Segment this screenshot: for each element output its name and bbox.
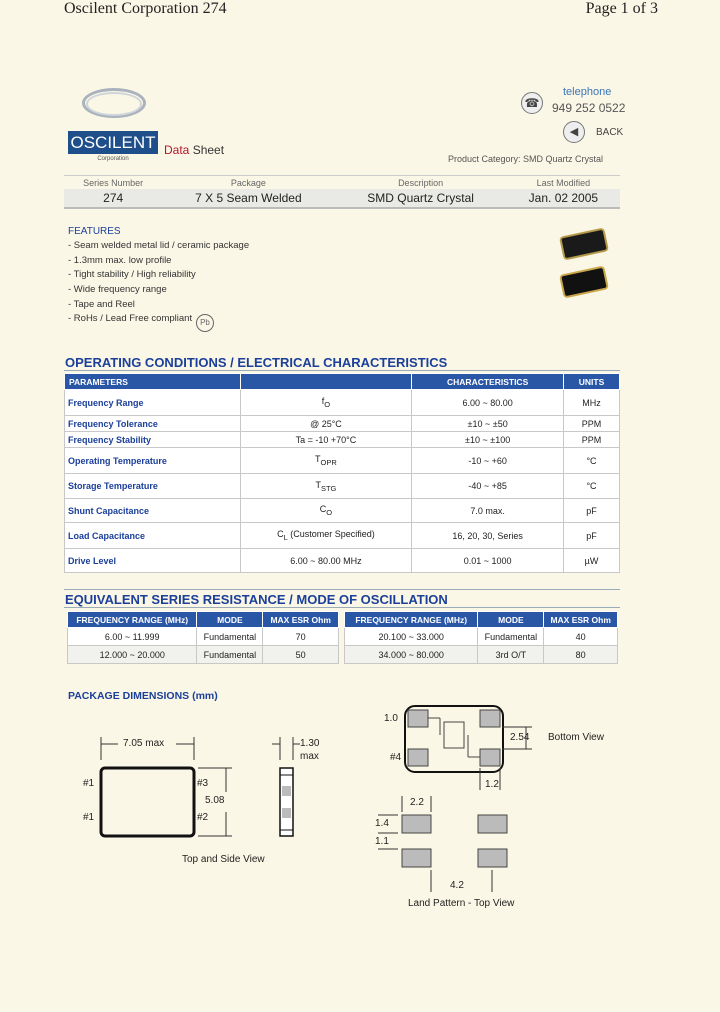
land-span-dimension: 4.2	[450, 880, 464, 891]
bottom-pad	[480, 749, 500, 766]
land-pattern-caption: Land Pattern - Top View	[408, 898, 515, 909]
param-value: -10 ~ +60	[412, 448, 564, 474]
param-name: Load Capacitance	[65, 523, 241, 549]
package-side-view	[280, 768, 293, 836]
feature-item: - 1.3mm max. low profile	[68, 254, 172, 266]
feature-item: - Tape and Reel	[68, 298, 135, 310]
param-name: Drive Level	[65, 549, 241, 573]
pin-label: #3	[197, 778, 209, 789]
summary-header-description: Description	[334, 176, 506, 190]
esr-mode: 3rd O/T	[478, 646, 544, 664]
param-condition: $f_O$	[240, 390, 412, 416]
esr-range: 20.100 ~ 33.000	[345, 628, 478, 646]
esr-value: 80	[544, 646, 618, 664]
esr-value: 50	[263, 646, 339, 664]
summary-modified: Jan. 02 2005	[507, 189, 620, 208]
param-name: Frequency Tolerance	[65, 416, 241, 432]
param-condition: 6.00 ~ 80.00 MHz	[240, 549, 412, 573]
land-pad	[478, 815, 507, 833]
param-value: 0.01 ~ 1000	[412, 549, 564, 573]
bottom-pad	[408, 749, 428, 766]
param-unit: °C	[564, 448, 620, 474]
bottom-dimension-3: 1.2	[485, 779, 499, 790]
crystal-blank	[444, 722, 464, 748]
land-pad	[402, 849, 431, 867]
col-header-mode: MODE	[197, 612, 263, 628]
param-value: ±10 ~ ±100	[412, 432, 564, 448]
summary-header-package: Package	[162, 176, 334, 190]
param-unit: pF	[564, 499, 620, 523]
param-value: 16, 20, 30, Series	[412, 523, 564, 549]
rohs-lead-free-icon: Pb	[196, 314, 214, 332]
logo-brand-text: OSCILENT	[68, 131, 158, 154]
width-dimension: 7.05 max	[123, 738, 165, 749]
feature-item: - Seam welded metal lid / ceramic package	[68, 240, 250, 251]
esr-value: 70	[263, 628, 339, 646]
back-link[interactable]: BACK	[596, 127, 624, 138]
param-unit: pF	[564, 523, 620, 549]
param-unit: °C	[564, 474, 620, 499]
col-header-max-esr: MAX ESR Ohm	[544, 612, 618, 628]
package-dimensions-title: PACKAGE DIMENSIONS (mm)	[68, 690, 218, 702]
bottom-pad	[480, 710, 500, 727]
param-condition: $C_O$	[240, 499, 412, 523]
param-condition: $T_{OPR}$	[240, 448, 412, 474]
features-title: FEATURES	[68, 226, 121, 237]
param-name: Frequency Stability	[65, 432, 241, 448]
param-condition: @ 25°C	[240, 416, 412, 432]
param-value: ±10 ~ ±50	[412, 416, 564, 432]
col-header-mode: MODE	[478, 612, 544, 628]
thickness-dimension: 1.30	[300, 738, 320, 749]
param-condition: $T_{STG}$	[240, 474, 412, 499]
param-unit: µW	[564, 549, 620, 573]
param-name: Storage Temperature	[65, 474, 241, 499]
page-number: Page 1 of 3	[585, 0, 658, 17]
col-header-max-esr: MAX ESR Ohm	[263, 612, 339, 628]
col-header-frequency-range: FREQUENCY RANGE (MHz)	[345, 612, 478, 628]
datasheet-title-word2: Sheet	[192, 143, 225, 157]
land-pad	[478, 849, 507, 867]
telephone-number: 949 252 0522	[552, 101, 626, 115]
bottom-dimension-2: 2.54	[510, 732, 530, 743]
param-name: Frequency Range	[65, 390, 241, 416]
logo-sub-text: Corporation	[97, 156, 129, 162]
pin-label: #4	[390, 752, 402, 763]
col-header-frequency-range: FREQUENCY RANGE (MHz)	[68, 612, 197, 628]
esr-range: 6.00 ~ 11.999	[68, 628, 197, 646]
summary-header-modified: Last Modified	[507, 176, 620, 190]
param-condition: $C_L$ (Customer Specified)	[240, 523, 412, 549]
param-value: 7.0 max.	[412, 499, 564, 523]
param-unit: PPM	[564, 416, 620, 432]
param-value: -40 ~ +85	[412, 474, 564, 499]
telephone-label[interactable]: telephone	[563, 86, 612, 98]
thickness-max-label: max	[300, 751, 319, 762]
col-header-characteristics: CHARACTERISTICS	[412, 374, 564, 390]
param-unit: PPM	[564, 432, 620, 448]
summary-series: 274	[64, 189, 162, 208]
param-name: Shunt Capacitance	[65, 499, 241, 523]
col-header-units: UNITS	[564, 374, 620, 390]
side-pad	[282, 808, 291, 818]
param-name: Operating Temperature	[65, 448, 241, 474]
pin-label: #2	[197, 812, 209, 823]
back-arrow-icon[interactable]: ◀	[563, 121, 585, 143]
bottom-pad	[408, 710, 428, 727]
package-top-view	[101, 768, 194, 836]
esr-range: 12.000 ~ 20.000	[68, 646, 197, 664]
top-side-view-caption: Top and Side View	[182, 854, 265, 865]
summary-description: SMD Quartz Crystal	[334, 189, 506, 208]
feature-item: - RoHs / Lead Free compliant	[68, 313, 193, 325]
pin-label: #1	[83, 778, 95, 789]
esr-section-title: EQUIVALENT SERIES RESISTANCE / MODE OF OSCILLATION	[65, 592, 448, 607]
esr-value: 40	[544, 628, 618, 646]
telephone-icon[interactable]: ☎	[521, 92, 543, 114]
esr-mode: Fundamental	[197, 628, 263, 646]
feature-item: - Tight stability / High reliability	[68, 269, 196, 281]
param-value: 6.00 ~ 80.00	[412, 390, 564, 416]
product-category: Product Category: SMD Quartz Crystal	[448, 154, 604, 164]
land-height-dimension: 1.4	[375, 818, 389, 829]
esr-range: 34.000 ~ 80.000	[345, 646, 478, 664]
param-condition: Ta = -10 +70°C	[240, 432, 412, 448]
land-gap-dimension: 1.1	[375, 836, 389, 847]
summary-header-series: Series Number	[64, 176, 162, 190]
operating-section-title: OPERATING CONDITIONS / ELECTRICAL CHARACTERISTICS	[65, 355, 448, 370]
page-header-title: Oscilent Corporation 274	[64, 0, 227, 17]
esr-mode: Fundamental	[197, 646, 263, 664]
side-pad	[282, 786, 291, 796]
bottom-dimension-1: 1.0	[384, 713, 398, 724]
col-header-parameters: PARAMETERS	[65, 374, 241, 390]
datasheet-title-word1: Data	[164, 143, 190, 157]
feature-item: - Wide frequency range	[68, 284, 167, 296]
summary-package: 7 X 5 Seam Welded	[162, 189, 334, 208]
param-unit: MHz	[564, 390, 620, 416]
land-pad	[402, 815, 431, 833]
height-dimension: 5.08	[205, 795, 225, 806]
esr-mode: Fundamental	[478, 628, 544, 646]
pin-label: #1	[83, 812, 95, 823]
bottom-view-caption: Bottom View	[548, 732, 604, 743]
land-width-dimension: 2.2	[410, 797, 424, 808]
